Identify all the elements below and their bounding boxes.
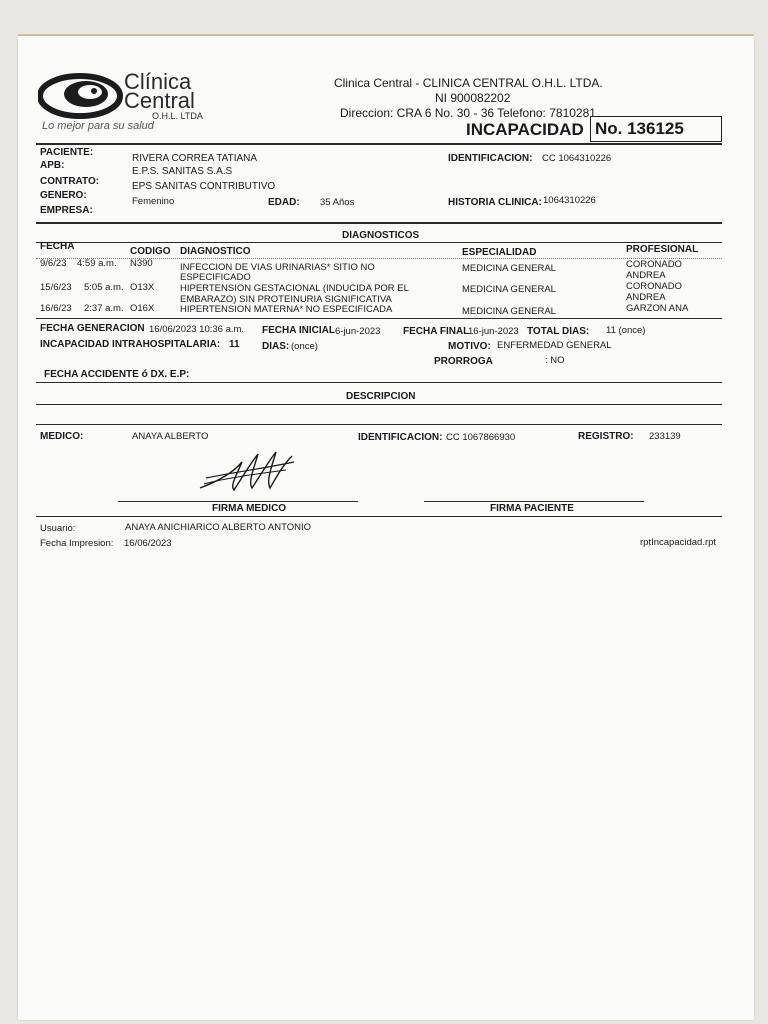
diag-row1-desc2: ESPECIFICADO xyxy=(180,272,251,283)
apb-label: APB: xyxy=(40,160,65,171)
firma-medico-label: FIRMA MEDICO xyxy=(212,503,287,514)
paciente-value: RIVERA CORREA TATIANA xyxy=(132,153,258,164)
doctor-signature-icon xyxy=(196,448,300,498)
diag-row1-codigo: N390 xyxy=(130,258,153,269)
col-fecha: FECHA xyxy=(40,241,75,252)
total-dias-label: TOTAL DIAS: xyxy=(527,326,590,337)
diag-row2-codigo: O13X xyxy=(130,282,155,293)
clinic-header-line3: Direccion: CRA 6 No. 30 - 36 Telefono: 7810281 xyxy=(340,106,596,120)
diag-row3-hora: 2:37 a.m. xyxy=(84,303,124,314)
col-diagnostico: DIAGNOSTICO xyxy=(180,246,251,257)
diag-row2-fecha: 15/6/23 xyxy=(40,282,72,293)
paciente-label: PACIENTE: xyxy=(40,147,94,158)
contrato-label: CONTRATO: xyxy=(40,176,100,187)
diag-row1-hora: 4:59 a.m. xyxy=(77,258,117,269)
medico-identificacion-label: IDENTIFICACION: xyxy=(358,432,443,443)
total-dias-value: 11 (once) xyxy=(606,325,646,336)
diag-row3-fecha: 16/6/23 xyxy=(40,303,72,314)
clinic-header-line1: Clinica Central - CLINICA CENTRAL O.H.L. LTDA. xyxy=(334,76,603,90)
intrahosp-label: INCAPACIDAD INTRAHOSPITALARIA: xyxy=(40,339,221,350)
fecha-final-label: FECHA FINAL xyxy=(403,326,470,337)
usuario-value: ANAYA ANICHIARICO ALBERTO ANTONIO xyxy=(125,522,312,533)
diag-row2-prof1: CORONADO xyxy=(626,281,682,292)
prorroga-label: PRORROGA xyxy=(434,356,493,367)
medico-value: ANAYA ALBERTO xyxy=(132,431,209,442)
logo-name-line1: Clínica xyxy=(124,69,192,94)
diag-row1-desc1: INFECCION DE VIAS URINARIAS* SITIO NO xyxy=(180,262,375,273)
clinic-logo-icon xyxy=(38,72,126,122)
intrahosp-value: 11 xyxy=(229,339,240,350)
document-number: No. 136125 xyxy=(590,116,722,142)
motivo-value: ENFERMEDAD GENERAL xyxy=(497,340,612,351)
diag-row3-prof1: GARZON ANA xyxy=(626,303,689,314)
historia-label: HISTORIA CLINICA: xyxy=(448,197,542,208)
fecha-impresion-label: Fecha Impresion: xyxy=(40,538,114,549)
fecha-generacion-value: 16/06/2023 10:36 a.m. xyxy=(149,324,245,335)
diag-row3-especialidad: MEDICINA GENERAL xyxy=(462,306,556,317)
firma-paciente-label: FIRMA PACIENTE xyxy=(490,503,574,514)
col-especialidad: ESPECIALIDAD xyxy=(462,247,537,258)
edad-value: 35 Años xyxy=(320,197,355,208)
dias-value: (once) xyxy=(291,341,318,352)
registro-value: 233139 xyxy=(649,431,681,442)
logo-name-line2: Central xyxy=(124,88,195,113)
logo-slogan: Lo mejor para su salud xyxy=(42,120,154,132)
medico-identificacion-value: CC 1067866930 xyxy=(446,432,516,443)
genero-value: Femenino xyxy=(132,196,175,207)
clinic-header-line2: NI 900082202 xyxy=(435,91,511,105)
contrato-value: EPS SANITAS CONTRIBUTIVO xyxy=(132,181,276,192)
document-title: INCAPACIDAD xyxy=(466,120,584,139)
apb-value: E.P.S. SANITAS S.A.S xyxy=(132,166,233,177)
identificacion-value: CC 1064310226 xyxy=(542,153,612,164)
logo-name-line3: O.H.L. LTDA xyxy=(152,111,203,121)
report-name: rptIncapacidad.rpt xyxy=(640,537,717,548)
fecha-final-value: 16-jun-2023 xyxy=(468,326,519,337)
motivo-label: MOTIVO: xyxy=(448,341,491,352)
diag-row1-fecha: 9/6/23 xyxy=(40,258,67,269)
genero-label: GENERO: xyxy=(40,190,87,201)
diag-row2-desc1: HIPERTENSION GESTACIONAL (INDUCIDA POR EL xyxy=(180,283,409,294)
edad-label: EDAD: xyxy=(268,197,300,208)
diag-row2-especialidad: MEDICINA GENERAL xyxy=(462,284,556,295)
fecha-impresion-value: 16/06/2023 xyxy=(124,538,172,549)
fecha-inicial-label: FECHA INICIAL xyxy=(262,325,335,336)
usuario-label: Usuario: xyxy=(40,523,76,534)
prorroga-value: : NO xyxy=(545,355,565,366)
diag-row2-desc2: EMBARAZO) SIN PROTEINURIA SIGNIFICATIVA xyxy=(180,294,392,305)
diag-row1-prof2: ANDREA xyxy=(626,270,666,281)
col-profesional: PROFESIONAL xyxy=(626,244,699,255)
descripcion-title: DESCRIPCION xyxy=(346,391,416,402)
diag-row1-prof1: CORONADO xyxy=(626,259,682,270)
medico-label: MEDICO: xyxy=(40,431,84,442)
identificacion-label: IDENTIFICACION: xyxy=(448,153,533,164)
diag-row3-desc1: HIPERTENSION MATERNA* NO ESPECIFICADA xyxy=(180,304,393,315)
empresa-label: EMPRESA: xyxy=(40,205,93,216)
fecha-inicial-value: 6-jun-2023 xyxy=(335,326,381,337)
diag-row2-hora: 5:05 a.m. xyxy=(84,282,124,293)
dias-label: DIAS: xyxy=(262,341,290,352)
fecha-generacion-label: FECHA GENERACION xyxy=(40,323,145,334)
historia-value: 1064310226 xyxy=(543,195,596,206)
diag-row3-codigo: O16X xyxy=(130,303,155,314)
registro-label: REGISTRO: xyxy=(578,431,634,442)
diagnosticos-title: DIAGNOSTICOS xyxy=(342,230,420,241)
diag-row1-especialidad: MEDICINA GENERAL xyxy=(462,263,556,274)
diag-row2-prof2: ANDREA xyxy=(626,292,666,303)
fecha-accidente-label: FECHA ACCIDENTE ó DX. E.P: xyxy=(44,369,190,380)
col-codigo: CODIGO xyxy=(130,246,171,257)
